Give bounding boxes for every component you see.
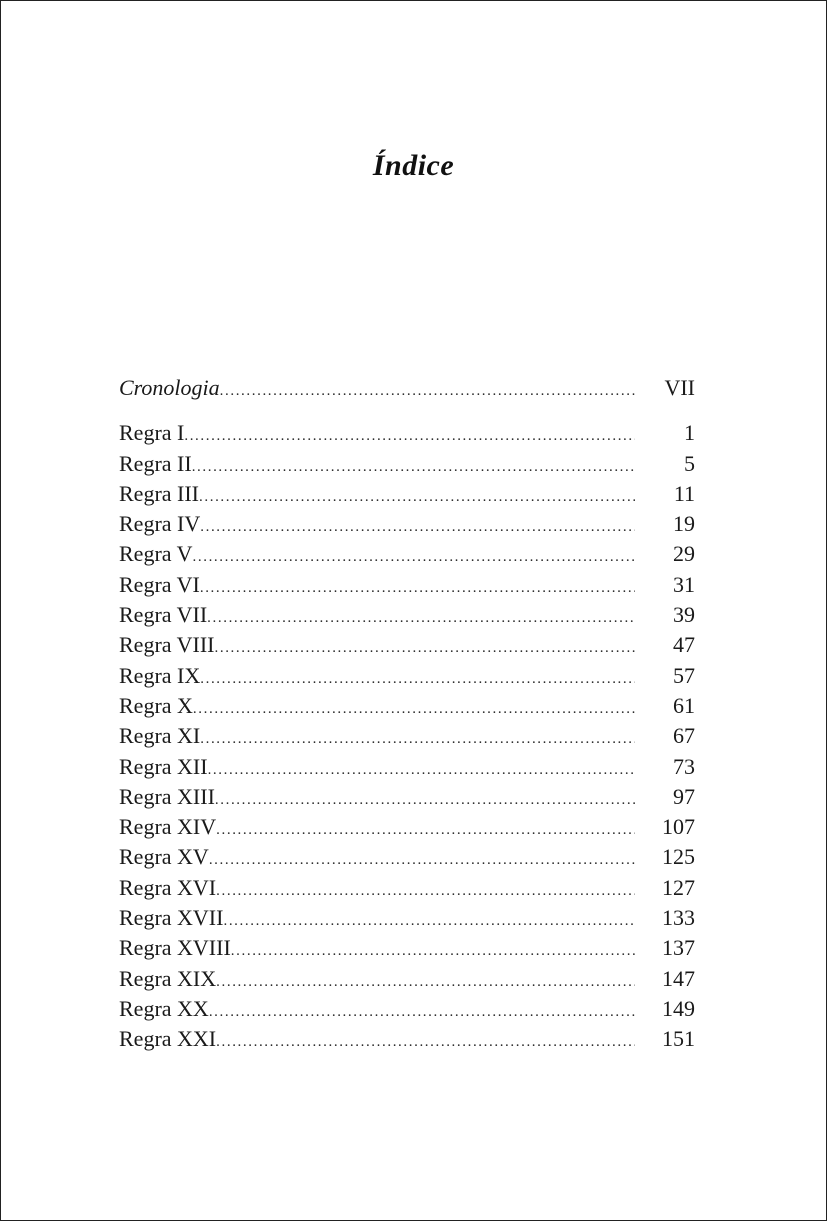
dot-leader (223, 906, 635, 936)
toc-page-number: 107 (662, 814, 695, 840)
toc-page-number: 11 (673, 480, 695, 506)
toc-entry-regra-xx (119, 994, 695, 1024)
dot-leader (216, 967, 635, 997)
toc-entry-regra-xix (119, 964, 695, 994)
dot-leader (209, 845, 635, 875)
toc-entry-label: Regra XVI (119, 874, 217, 900)
toc-page-number: 1 (684, 420, 695, 446)
dot-leader (193, 694, 635, 724)
toc-page-number: 151 (662, 1026, 695, 1052)
toc-page-number: 149 (662, 995, 695, 1021)
toc-entry-regra-viii (119, 630, 695, 660)
toc-entry-regra-v (119, 539, 695, 569)
page-title: Índice (372, 149, 455, 183)
toc-entry-label: Regra V (119, 541, 193, 567)
toc-page-number: 61 (673, 692, 695, 718)
toc-page-number: 147 (662, 965, 695, 991)
toc-entry-regra-ii (119, 449, 695, 479)
toc-page-number: 39 (673, 602, 695, 628)
toc-entry-regra-xvii (119, 903, 695, 933)
toc-page-number: 73 (673, 753, 695, 779)
dot-leader (231, 936, 635, 966)
table-of-contents (119, 373, 695, 1055)
dot-leader (207, 603, 635, 633)
dot-leader (216, 815, 635, 845)
toc-page-number: 67 (673, 723, 695, 749)
toc-page-number: 57 (673, 662, 695, 688)
toc-entry-label: Regra XIV (119, 814, 217, 840)
dot-leader (216, 876, 635, 906)
toc-entry-regra-iv (119, 509, 695, 539)
toc-entry-regra-xi (119, 721, 695, 751)
dot-leader (209, 997, 635, 1027)
toc-entry-label: Regra IV (119, 511, 201, 537)
dot-leader (216, 1027, 635, 1057)
toc-entry-label: Regra XVIII (119, 935, 231, 961)
toc-entry-label: Cronologia (119, 375, 220, 400)
toc-entry-label: Regra VI (119, 571, 200, 597)
toc-entry-label: Regra XXI (119, 1026, 217, 1052)
dot-leader (199, 482, 635, 512)
toc-entry-regra-xxi (119, 1024, 695, 1054)
toc-entry-label: Regra II (119, 450, 192, 476)
toc-entry-regra-xvi (119, 873, 695, 903)
toc-entry-label: Regra XIII (119, 783, 215, 809)
toc-entry-label: Regra XX (119, 995, 209, 1021)
toc-entry-regra-ix (119, 661, 695, 691)
toc-entry-regra-xiv (119, 812, 695, 842)
toc-entry-label: Regra VII (119, 602, 208, 628)
toc-entry-label: Regra IX (119, 662, 201, 688)
dot-leader (200, 724, 635, 754)
dot-leader (200, 573, 635, 603)
toc-entry-label: Regra III (119, 480, 200, 506)
toc-page-number: 31 (673, 571, 695, 597)
toc-entry-cronologia (119, 373, 695, 403)
toc-entry-regra-xviii (119, 933, 695, 963)
toc-page-number: 97 (673, 783, 695, 809)
dot-leader (184, 421, 635, 451)
toc-page-number: 5 (684, 450, 695, 476)
toc-entry-regra-xv (119, 842, 695, 872)
toc-page-number: 47 (673, 632, 695, 658)
dot-leader (192, 452, 635, 482)
toc-entry-label: Regra VIII (119, 632, 215, 658)
toc-entry-regra-iii (119, 479, 695, 509)
dot-leader (215, 633, 636, 663)
toc-page-number: VII (664, 375, 695, 400)
toc-page-number: 127 (662, 874, 695, 900)
toc-page-number: 19 (673, 511, 695, 537)
toc-entry-label: Regra XI (119, 723, 201, 749)
toc-entry-label: Regra XV (119, 844, 209, 870)
dot-leader (200, 512, 635, 542)
dot-leader (200, 664, 635, 694)
dot-leader (193, 542, 635, 572)
toc-entry-regra-vii (119, 600, 695, 630)
toc-page-number: 29 (673, 541, 695, 567)
toc-page-number: 137 (662, 935, 695, 961)
toc-page-number: 133 (662, 905, 695, 931)
dot-leader (215, 785, 635, 815)
toc-entry-regra-x (119, 691, 695, 721)
dot-leader (208, 755, 635, 785)
toc-entry-label: Regra XII (119, 753, 208, 779)
toc-page-number: 125 (662, 844, 695, 870)
toc-entry-label: Regra XVII (119, 905, 224, 931)
toc-entry-regra-i (119, 418, 695, 448)
toc-entry-regra-vi (119, 570, 695, 600)
dot-leader (220, 376, 635, 406)
toc-entry-label: Regra X (119, 692, 193, 718)
toc-entry-label: Regra XIX (119, 965, 217, 991)
toc-entry-regra-xii (119, 752, 695, 782)
toc-entry-label: Regra I (119, 420, 185, 446)
toc-entry-regra-xiii (119, 782, 695, 812)
